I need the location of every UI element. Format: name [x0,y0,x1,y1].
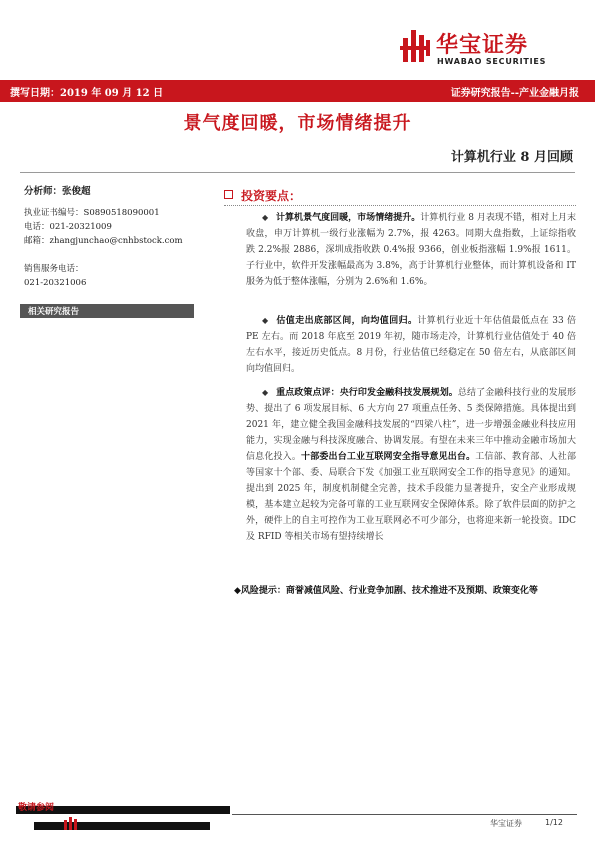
highlights-title: 投资要点： [241,189,302,203]
report-info-bar [0,80,595,102]
report-subtitle: 计算机行业 8 月回顾 [450,150,573,165]
highlights-divider [224,205,576,207]
logo-chinese-name: 华宝证券 [436,33,529,58]
sales-label: 销售服务电话： [24,264,84,274]
highlight-3-lead: 重点政策点评：央行印发金融科技发展规划。 [276,388,458,398]
diamond-bullet-icon: ◆ [262,213,269,222]
analyst-info [24,183,204,290]
highlight-item-2 [246,313,576,377]
diamond-bullet-icon: ◆ [262,316,269,325]
title-divider [20,172,575,173]
checkbox-square-icon [224,190,233,199]
analyst-email[interactable]: 邮箱：zhangjunchao@cnhbstock.com [24,236,183,246]
analyst-name: 分析师：张俊超 [24,186,91,197]
diamond-bullet-icon: ◆ [262,388,269,397]
highlight-2-lead: 估值走出底部区间，向均值回归。 [276,316,418,326]
highlights-heading [224,187,301,204]
highlight-1-body: 计算机行业 8 月表现不错，相对上月末收盘，申万计算机一级行业涨幅为 2.7%，报 4263。同期大盘指数，上证综指收跌 2.2%报 2886，深圳成指收跌 0.4%报 9366，创业板指涨幅 1.9%报 1611。子行业中，软件开发涨幅最高为 3.8%，高于计算机行业整体，而计算机设备和 IT 服务为低于整体涨幅，分别为 2.6%和 1.6%。 [246,213,576,287]
footer-redaction-bar [34,822,210,830]
highlight-3-body: 总结了金融科技行业的发展形势、提出了 6 项发展目标、6 大方向 27 项重点任务、5 类保障措施。具体提出到 2021 年，建立健全我国金融科技发展的“四梁八柱”，进一步增强金融业科技应用能力，实现金融与科技深度融合、协调发展。有望在未来三年中推动金融市场加大信息化投入。 [246,388,576,462]
highlight-3-lead2: 十部委出台工业互联网安全指导意见出台。 [301,452,476,462]
report-date: 撰写日期：2019 年 09 月 12 日 [10,88,164,99]
report-type: 证券研究报告--产业金融月报 [450,88,579,99]
highlight-1-lead: 计算机景气度回暖，市场情绪提升。 [276,213,421,223]
company-logo [400,26,570,70]
footer-note: 敬请参阅 [18,803,55,813]
highlight-item-1 [246,210,576,290]
logo-english-name: HWABAO SECURITIES [437,57,547,66]
analyst-phone: 电话：021-20321009 [24,222,112,232]
footer-logo-icon [62,817,80,831]
related-reports-label: 相关研究报告 [28,307,80,317]
risk-warning: ◆风险提示：商誉减值风险、行业竞争加剧、技术推进不及预期、政策变化等 [234,586,538,596]
hwabao-logo-icon [400,26,432,66]
related-reports-header [20,304,194,318]
report-title: 景气度回暖，市场情绪提升 [183,113,412,134]
highlight-3-body2: 工信部、教育部、人社部等国家十个部、委、局联合下发《加强工业互联网安全工作的指导意见》的通知。提出到 2025 年，制度机制健全完善，技术手段能力显著提升，安全产业形成规模，基本建立起较为完备可靠的工业互联网安全保障体系。除了软件层面的防护之外，硬件上的自主可控作为工业互联网必不可少部分，也将迎来新一轮投资。IDC 及 RFID 等相关市场有望持续增长 [246,452,576,542]
highlight-item-3 [246,385,576,545]
footer-divider [232,814,577,815]
highlight-2-body: 计算机行业近十年估值最低点在 33 倍 PE 左右。而 2018 年底至 2019 年初，随市场走冷，计算机行业估值处于 40 倍左右水平，接近历史低点。8 月份，行业估值已经稳定在 50 倍左右，从底部区间向均值回归。 [246,316,576,374]
sales-phone: 021-20321006 [24,278,87,288]
footer-company: 华宝证券 [490,819,522,828]
page-number: 1/12 [545,818,563,827]
analyst-cert: 执业证书编号：S0890518090001 [24,208,160,218]
